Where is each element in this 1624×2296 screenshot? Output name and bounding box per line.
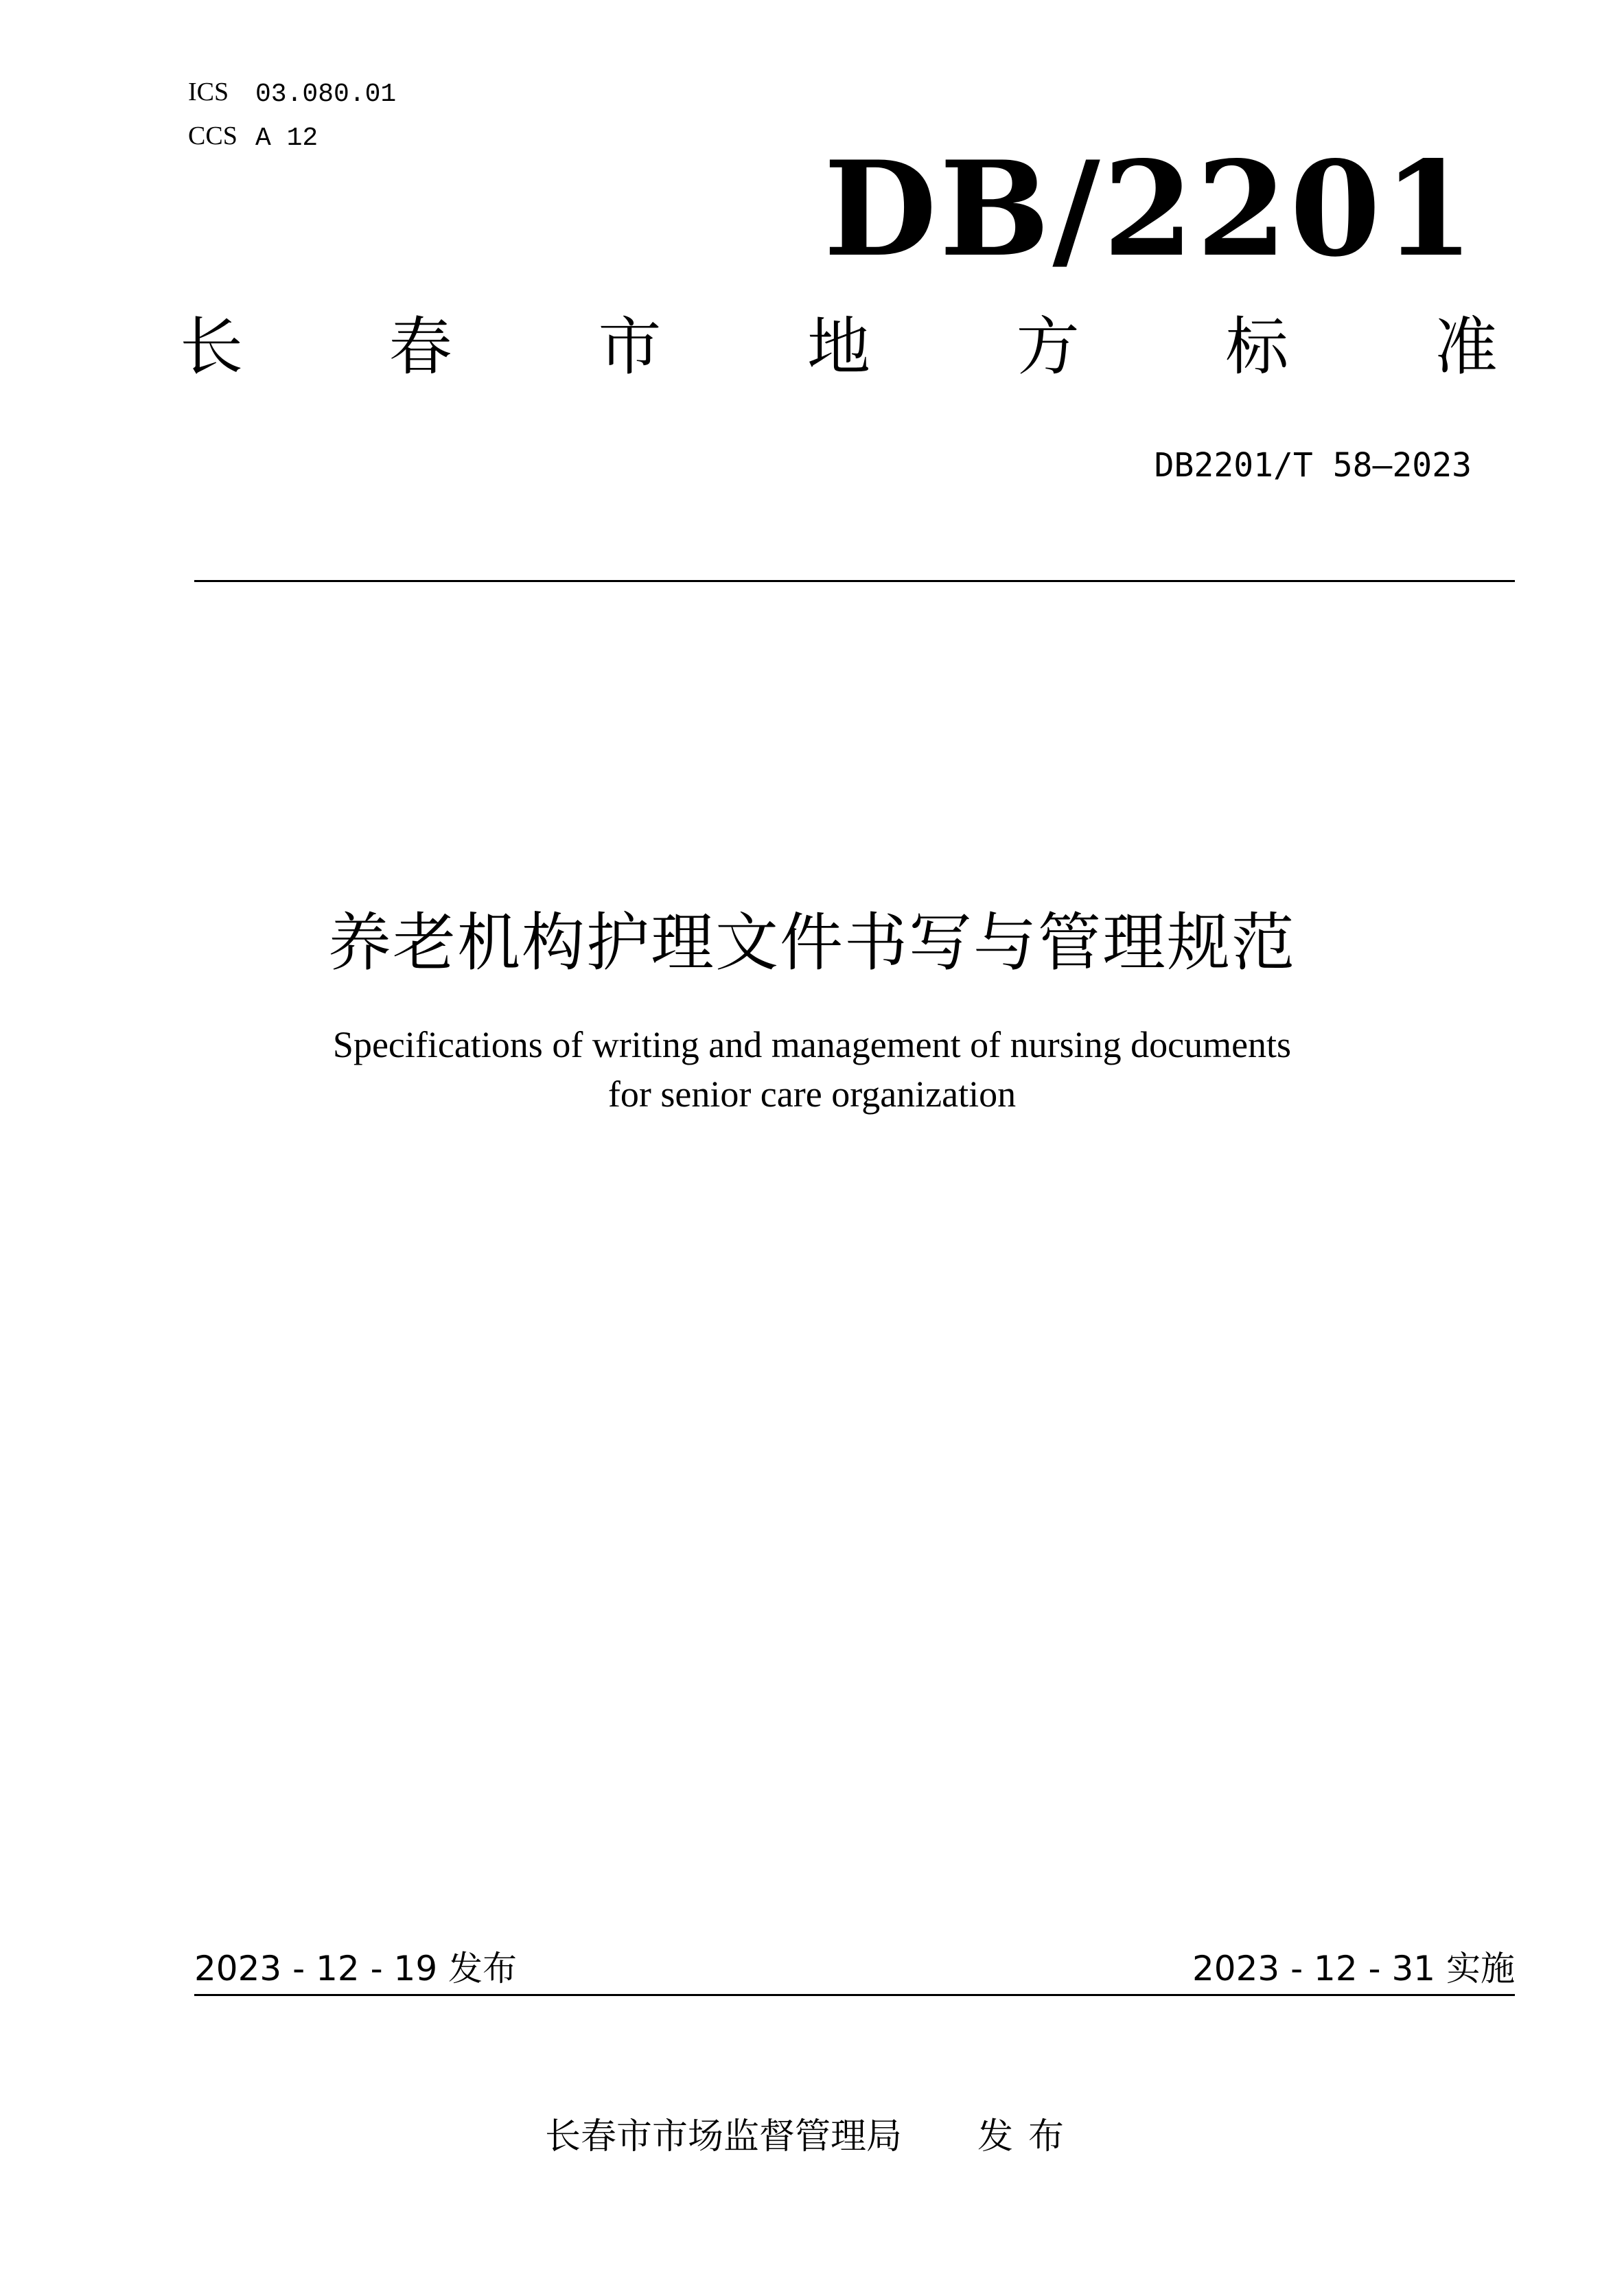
standard-number: DB2201/T 58—2023: [1154, 446, 1472, 485]
publisher-action: 发布: [977, 2116, 1080, 2157]
ics-code: 03.080.01: [255, 80, 397, 109]
title-chinese: 养老机构护理文件书写与管理规范: [327, 906, 1296, 979]
db-code-title: DB/2201: [824, 132, 1477, 286]
standard-type-char: 市: [598, 310, 662, 384]
implementation-date: 2023 - 12 - 31 实施: [1192, 1949, 1515, 1988]
standard-type-char: 标: [1225, 310, 1289, 384]
header-divider: [194, 580, 1515, 582]
standard-type-char: 准: [1434, 310, 1498, 384]
publisher: [0, 2107, 1624, 2159]
standard-type-char: 长: [180, 310, 244, 384]
footer-divider: [194, 1994, 1515, 1996]
standard-type-char: 方: [1016, 310, 1080, 384]
publisher-name: 长春市市场监督管理局: [544, 2116, 902, 2157]
ics-label: ICS: [188, 78, 229, 106]
standard-type: [180, 310, 1498, 384]
title-english-line2: for senior care organization: [607, 1074, 1017, 1115]
standard-type-char: 春: [388, 310, 452, 384]
standard-type-char: 地: [807, 310, 870, 384]
ccs-code: A 12: [255, 124, 318, 153]
ccs-label: CCS: [188, 121, 237, 150]
issue-date: 2023 - 12 - 19 发布: [194, 1949, 518, 1988]
title-english-line1: Specifications of writing and management of nursing documents: [332, 1024, 1292, 1065]
